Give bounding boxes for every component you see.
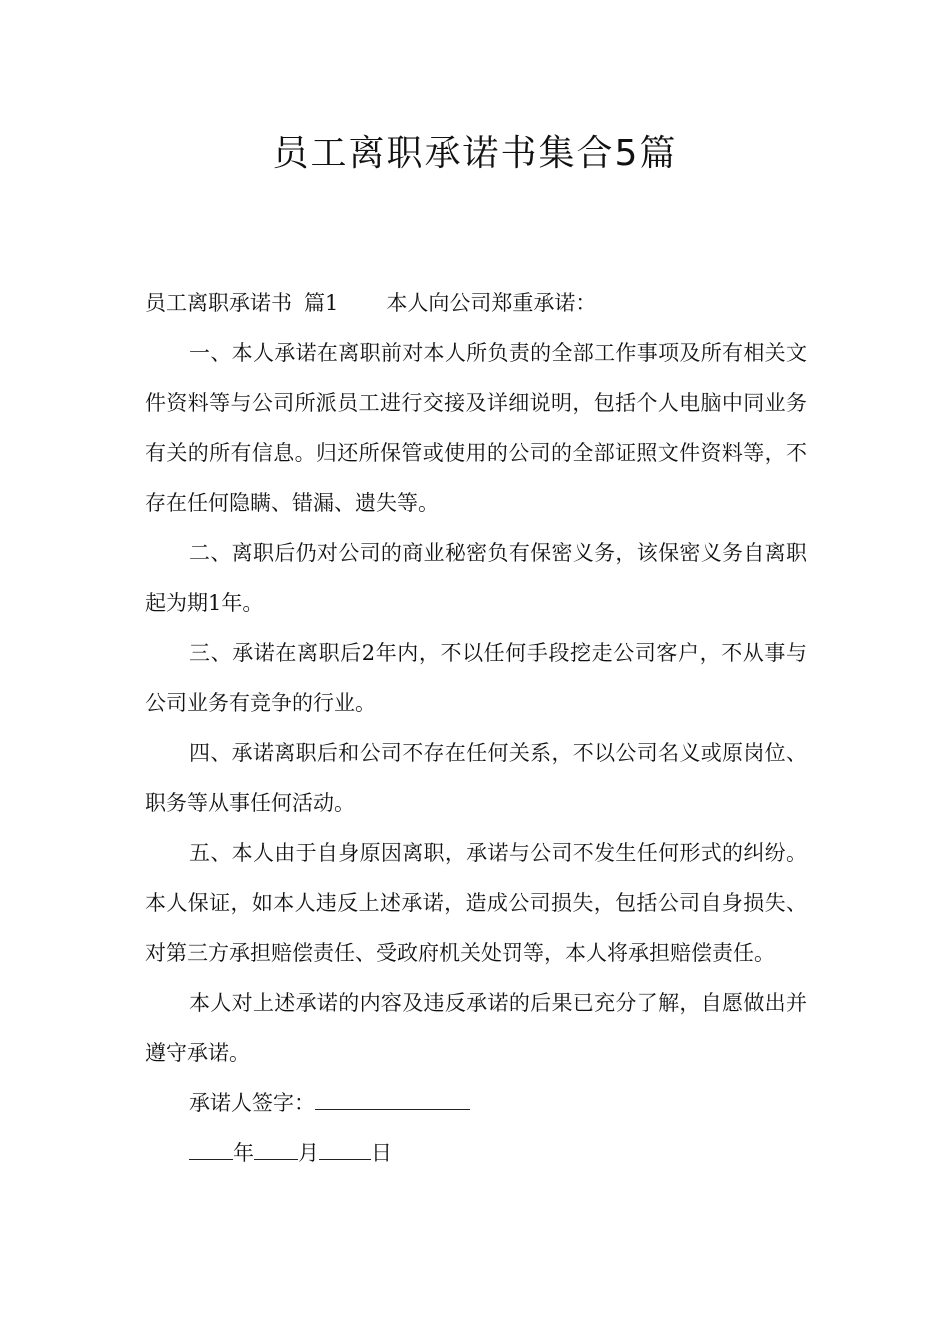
section-number: 篇1 bbox=[304, 291, 339, 315]
date-line bbox=[145, 1128, 807, 1178]
paragraph-3: 三、承诺在离职后2年内，不以任何手段挖走公司客户，不从事与公司业务有竞争的行业。 bbox=[145, 641, 807, 715]
signature-blank bbox=[315, 1089, 470, 1110]
signature-label: 承诺人签字： bbox=[189, 1091, 315, 1115]
day-blank bbox=[319, 1139, 371, 1160]
paragraph-2: 二、离职后仍对公司的商业秘密负有保密义务，该保密义务自离职起为期1年。 bbox=[145, 541, 807, 615]
section-heading-line bbox=[145, 278, 807, 328]
year-label: 年 bbox=[233, 1141, 254, 1165]
day-label: 日 bbox=[371, 1141, 392, 1165]
month-blank bbox=[254, 1139, 298, 1160]
signature-line bbox=[145, 1078, 807, 1128]
paragraph-6: 本人对上述承诺的内容及违反承诺的后果已充分了解，自愿做出并遵守承诺。 bbox=[145, 991, 807, 1065]
month-label: 月 bbox=[298, 1141, 319, 1165]
paragraph-4: 四、承诺离职后和公司不存在任何关系，不以公司名义或原岗位、职务等从事任何活动。 bbox=[145, 741, 807, 815]
paragraph-5: 五、本人由于自身原因离职，承诺与公司不发生任何形式的纠纷。 本人保证，如本人违反上述承诺，造成公司损失，包括公司自身损失、对第三方承担赔偿责任、受政府机关处罚等，本人将承担赔偿责任。 bbox=[145, 841, 807, 965]
section-heading: 员工离职承诺书 bbox=[145, 291, 292, 315]
intro-text: 本人向公司郑重承诺： bbox=[386, 291, 597, 315]
document-title: 员工离职承诺书集合5篇 bbox=[272, 133, 678, 174]
paragraph-1: 一、本人承诺在离职前对本人所负责的全部工作事项及所有相关文件资料等与公司所派员工进行交接及详细说明，包括个人电脑中同业务有关的所有信息。归还所保管或使用的公司的全部证照文件资料等，不存在任何隐瞒、错漏、遗失等。 bbox=[145, 341, 807, 515]
year-blank bbox=[189, 1139, 233, 1160]
document-body bbox=[145, 278, 807, 1178]
